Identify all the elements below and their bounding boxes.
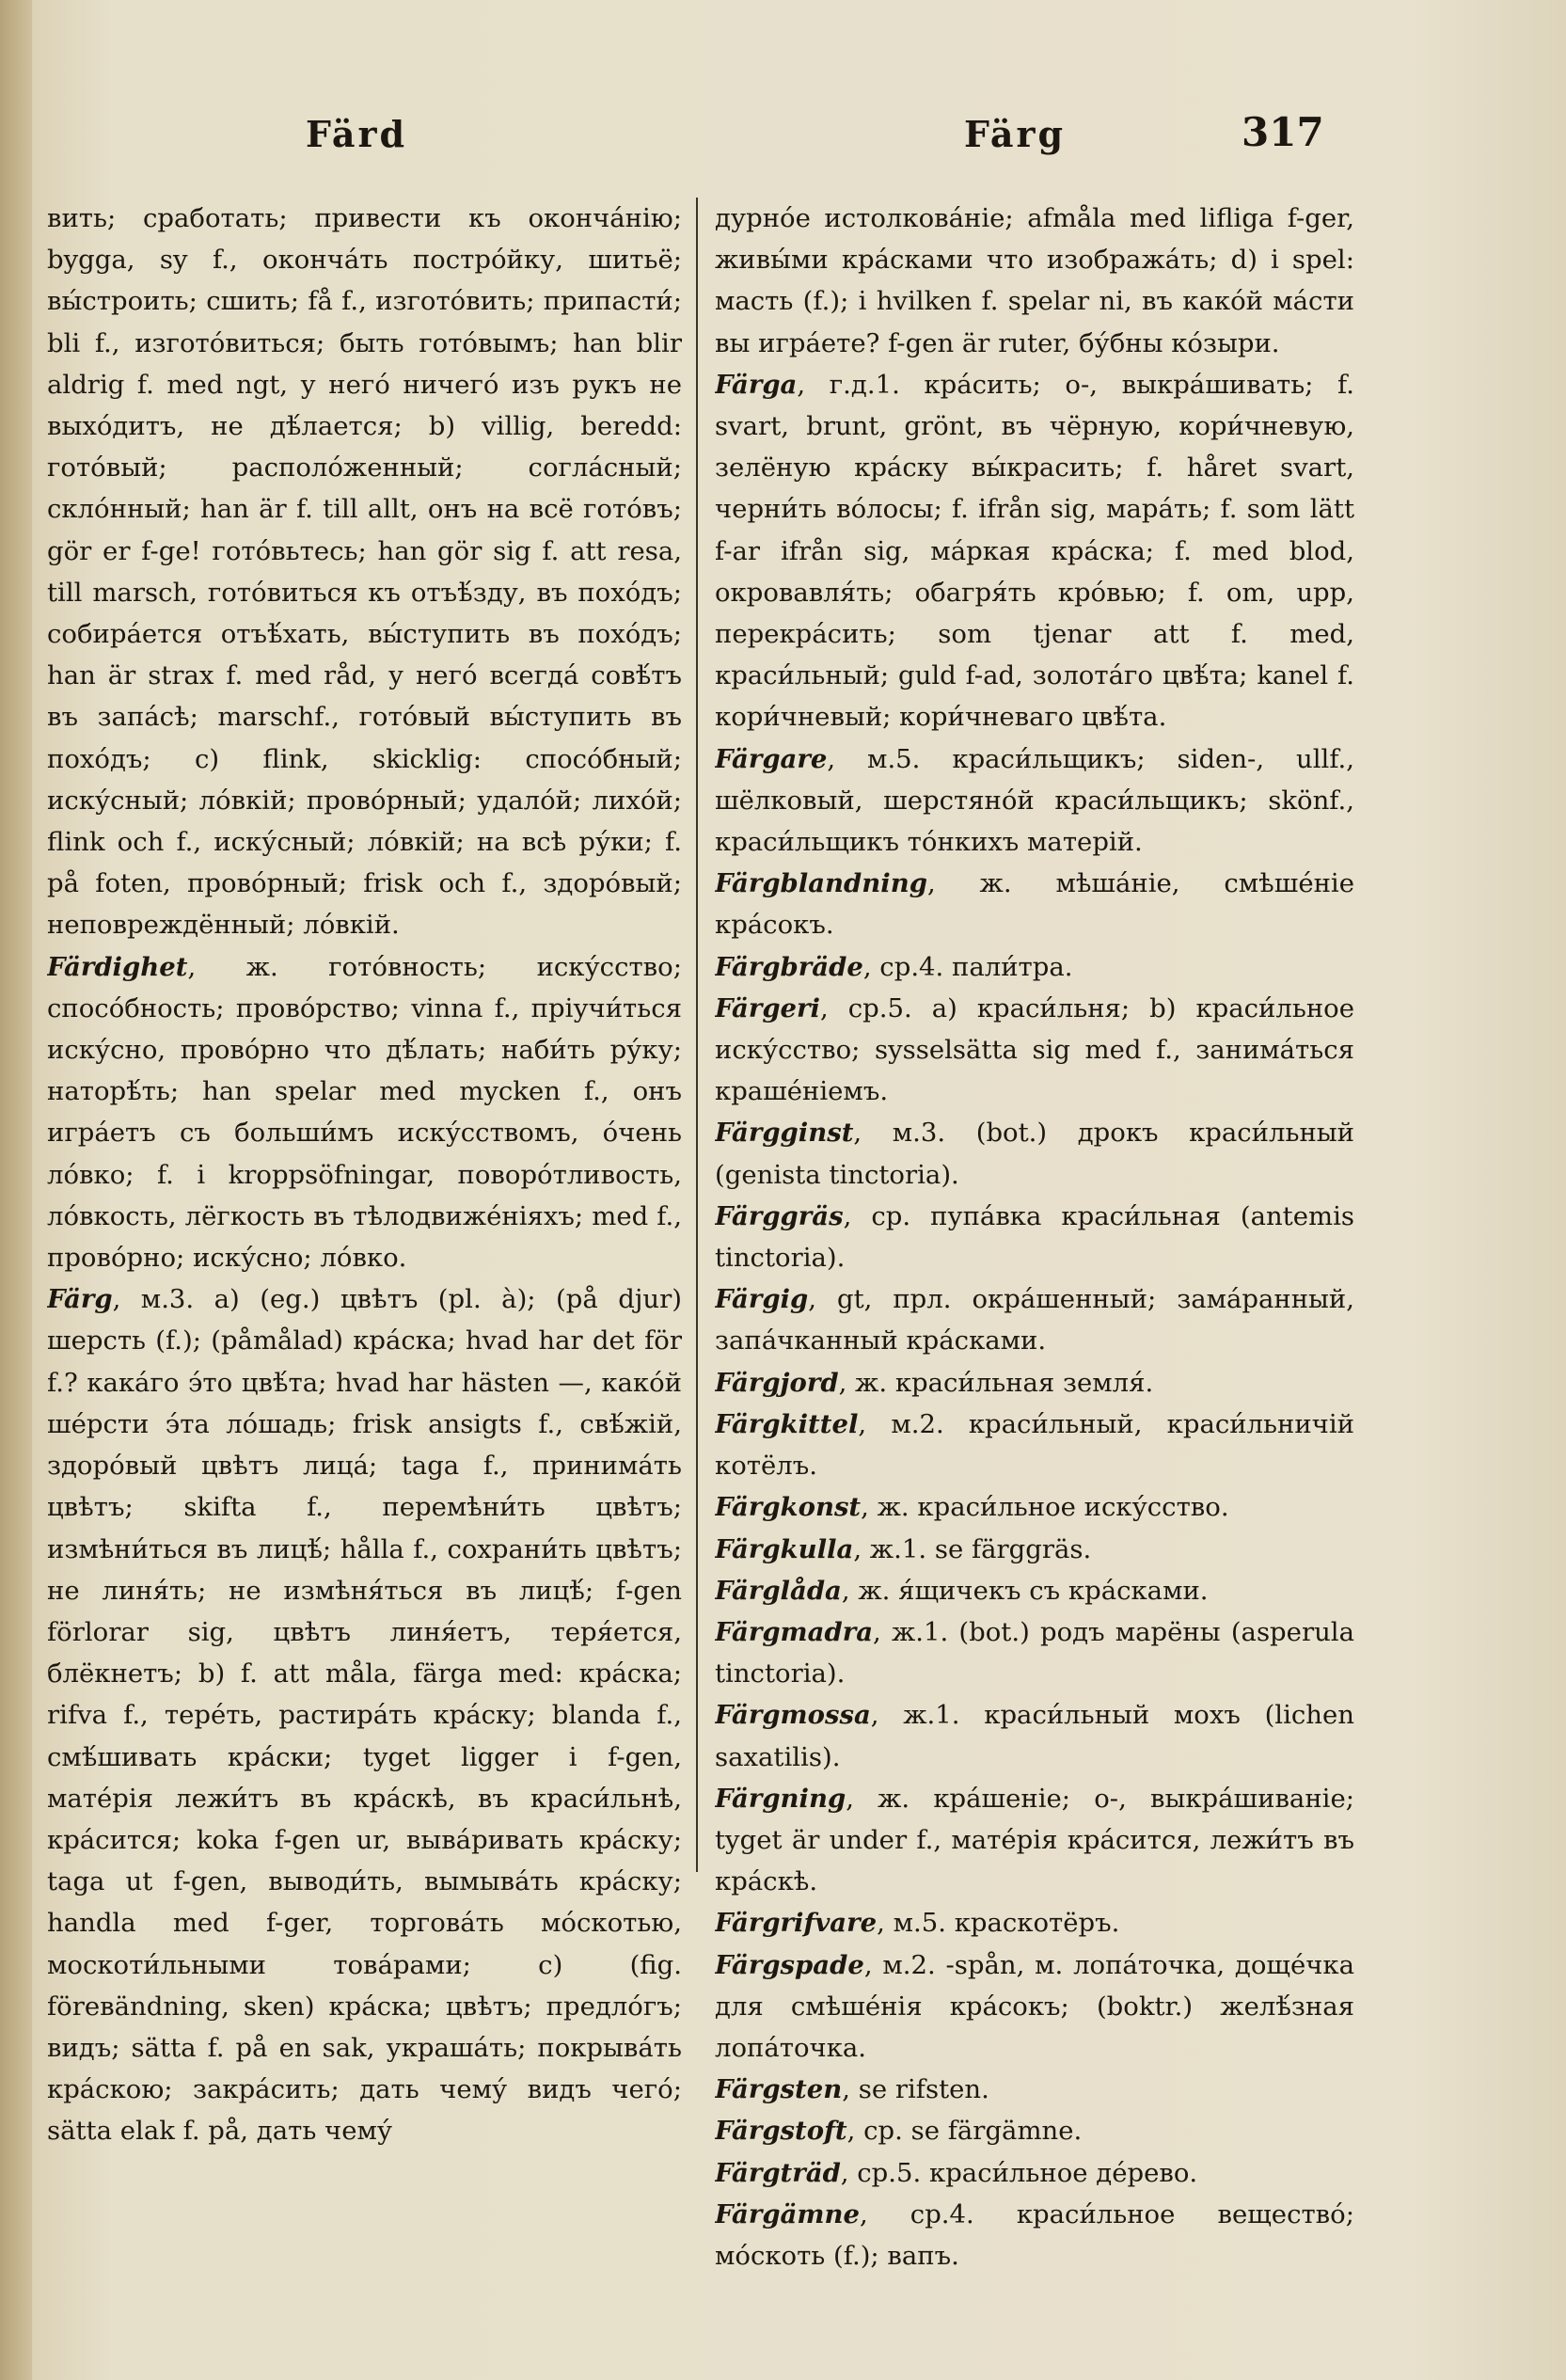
entry-fargstoft <box>715 2110 1354 2151</box>
entry-text: , ср. пупа́вка краси́льная (antemis tinctoria). <box>715 1200 1354 1274</box>
entry-text: , м.5. краси́льщикъ; siden-, ullf., шёлковый, шерстяно́й краси́льщикъ; skönf., краси́льщикъ то́нкихъ матерій. <box>715 743 1354 858</box>
entry-text: , ср.5. a) краси́льня; b) краси́льное иску́сство; sysselsätta sig med f., занима́ться краше́ніемъ. <box>715 992 1354 1107</box>
entry-fargig <box>715 1278 1354 1361</box>
entry-fardighet <box>47 946 682 1279</box>
entry-fargginst <box>715 1112 1354 1195</box>
entry-text: , ж. кра́шеніе; о-, выкра́шиваніе; tyget är under f., мате́рія кра́сится, лежи́тъ въ кра́скѣ. <box>715 1783 1354 1897</box>
right-column <box>715 198 1354 2333</box>
entry-fargbrade <box>715 946 1354 988</box>
entry-text: , gt, прл. окра́шенный; зама́ранный, запа́чканный кра́сками. <box>715 1284 1354 1357</box>
entry-fargning <box>715 1778 1354 1903</box>
entry-farglada <box>715 1570 1354 1611</box>
entry-text: , ж. краси́льное иску́сство. <box>861 1492 1229 1523</box>
entry-headword: Färgig <box>715 1284 809 1315</box>
entry-text: , ср.4. пали́тра. <box>862 951 1073 982</box>
entry-headword: Färgämne <box>715 2198 860 2229</box>
entry-text: , ср. se färgämne. <box>846 2116 1083 2147</box>
entry-continuation <box>715 198 1354 364</box>
entry-text: , г.д.1. кра́сить; о-, выкра́шивать; f. svart, brunt, grönt, въ чёрную, кори́чневую, зелёную кра́ску вы́красить; f. håret svart, черни́ть во́лосы; f. ifrån sig, мара́ть; f. som lätt f-ar ifrån sig, ма́ркая кра́ска; f. med blod, окровавля́ть; обагря́ть кро́вью; f. om, upp, перекра́сить; som tjenar att f. med, краси́льный; guld f-ad, золота́го цвѣ́та; kanel f. кори́чневый; кори́чневаго цвѣ́та. <box>715 369 1354 733</box>
page-number: 317 <box>1242 109 1324 155</box>
entry-fargjord <box>715 1362 1354 1404</box>
entry-farga <box>715 364 1354 738</box>
left-column <box>47 198 682 2333</box>
entry-headword: Färgeri <box>715 992 820 1023</box>
entry-fargkulla <box>715 1529 1354 1570</box>
entry-text: , se rifsten. <box>842 2074 989 2105</box>
entry-text: , м.5. краскотёръ. <box>877 1908 1120 1939</box>
page-header <box>0 109 1566 169</box>
entry-farg <box>47 1278 682 2151</box>
entry-fargtrad <box>715 2152 1354 2194</box>
entry-headword: Färgmossa <box>715 1700 871 1731</box>
entry-text: вить; сработать; привести къ оконча́нію; bygga, sy f., оконча́ть постро́йку, шитьё; вы́строить; сшить; få f., изгото́вить; припасти́; bli f., изгото́виться; быть гото́вымъ; han blir aldrig f. med ngt, у него́ ничего́ изъ рукъ не выхо́дитъ, не дѣ́лается; b) villig, beredd: гото́вый; располо́женный; согла́сный; скло́нный; han är f. till allt, онъ на всё гото́въ; gör er f-ge! гото́вьтесь; han gör sig f. att resa, till marsch, гото́виться къ отъѣ́зду, въ похо́дъ; собира́ется отъѣ́хать, вы́ступить въ похо́дъ; han är strax f. med råd, у него́ всегда́ совѣ́тъ въ запа́сѣ; marschf., гото́вый вы́ступить въ похо́дъ; c) flink, skicklig: спосо́бный; иску́сный; ло́вкій; прово́рный; удало́й; лихо́й; flink och f., иску́сный; ло́вкій; на всѣ ру́ки; f. på foten, прово́рный; frisk och f., здоро́вый; неповреждённый; ло́вкій. <box>47 203 682 941</box>
entry-headword: Färgkittel <box>715 1408 859 1439</box>
entry-fargare <box>715 738 1354 864</box>
entry-fargsten <box>715 2069 1354 2110</box>
entry-headword: Färgare <box>715 743 828 774</box>
entry-fargrifvare <box>715 1902 1354 1944</box>
entry-fargblandning <box>715 863 1354 945</box>
entry-headword: Färgkonst <box>715 1492 862 1523</box>
entry-continuation <box>47 198 682 946</box>
column-divider <box>696 198 698 1872</box>
entry-headword: Färgmadra <box>715 1616 874 1647</box>
entry-fargspade <box>715 1944 1354 2070</box>
entry-headword: Färgning <box>715 1783 846 1814</box>
entry-text: , м.3. a) (eg.) цвѣтъ (pl. à); (på djur) шерсть (f.); (påmålad) кра́ска; hvad har det för f.? кака́го э́то цвѣ́та; hvad har hästen —, како́й ше́рсти э́та ло́шадь; frisk ansigts f., свѣ́жій, здоро́вый цвѣтъ лица́; taga f., принима́ть цвѣтъ; skifta f., перемѣни́ть цвѣтъ; измѣни́ться въ лицѣ́; hålla f., сохрани́ть цвѣтъ; не линя́ть; не измѣня́ться въ лицѣ́; f-gen förlorar sig, цвѣтъ линя́етъ, теря́ется, блёкнетъ; b) f. att måla, färga med: кра́ска; rifva f., тере́ть, растира́ть кра́ску; blanda f., смѣ́шивать кра́ски; tyget ligger i f-gen, мате́рія лежи́тъ въ кра́скѣ, въ краси́льнѣ, кра́сится; koka f-gen ur, выва́ривать кра́ску; taga ut f-gen, выводи́ть, вымыва́ть кра́ску; handla med f-ger, торгова́ть мо́скотью, москоти́льными това́рами; c) (fig. föreвändning, sken) кра́ска; цвѣтъ; предло́гъ; видъ; sätta f. på en sak, украша́ть; покрыва́ть кра́скою; закра́сить; дать чему́ видъ чего́; sätta elak f. på, дать чему́ <box>47 1284 682 2147</box>
entry-headword: Färgsten <box>715 2074 843 2105</box>
entry-text: дурно́е истолкова́ніе; afmåla med lifliga f-ger, живы́ми кра́сками что изобража́ть; d) i spel: масть (f.); i hvilken f. spelar ni, въ како́й ма́сти вы игра́ете? f-gen är ruter, бу́бны ко́зыри. <box>715 203 1354 358</box>
entry-text: , ср.5. краси́льное де́рево. <box>840 2157 1198 2188</box>
entry-headword: Färglåda <box>715 1575 842 1606</box>
entry-text: , ж. я́щичекъ съ кра́сками. <box>841 1575 1209 1606</box>
entry-headword: Färgkulla <box>715 1533 854 1564</box>
entry-text: , ж.1. краси́льный мохъ (lichen saxatilis). <box>715 1700 1354 1772</box>
entry-fargkonst <box>715 1486 1354 1528</box>
entry-headword: Färgstoft <box>715 2116 847 2147</box>
entry-headword: Färdighet <box>47 951 188 982</box>
header-right-guide-word: Färg <box>964 113 1067 155</box>
entry-text: , ж. мѣша́ніе, смѣше́ніе кра́сокъ. <box>715 868 1354 941</box>
entry-text: , ж.1. (bot.) родъ марёны (asperula tinctoria). <box>715 1616 1354 1690</box>
entry-headword: Färgjord <box>715 1367 839 1398</box>
header-left-guide-word: Färd <box>306 113 408 155</box>
entry-fargmossa <box>715 1694 1354 1777</box>
entry-headword: Färggräs <box>715 1200 844 1231</box>
entry-headword: Färgblandning <box>715 868 927 899</box>
entry-headword: Färg <box>47 1284 113 1315</box>
entry-text: , м.2. -spån, м. лопа́точка, доще́чка для смѣше́нія кра́сокъ; (boktr.) желѣ́зная лопа́точка. <box>715 1949 1354 2063</box>
entry-headword: Färgspade <box>715 1949 864 1980</box>
entry-headword: Färgginst <box>715 1118 854 1149</box>
page-binding-edge <box>0 0 32 2380</box>
entry-headword: Färgrifvare <box>715 1908 878 1939</box>
entry-text: , ср.4. краси́льное вещество́; мо́скоть (f.); вапъ. <box>715 2198 1354 2271</box>
entry-fargeri <box>715 988 1354 1113</box>
entry-fargmadra <box>715 1611 1354 1694</box>
entry-headword: Färgträd <box>715 2157 841 2188</box>
entry-headword: Färgbräde <box>715 951 863 982</box>
entry-headword: Färga <box>715 369 798 400</box>
entry-fargamne <box>715 2194 1354 2277</box>
entry-text: , м.2. краси́льный, краси́льничій котёлъ. <box>715 1408 1354 1482</box>
entry-farggras <box>715 1196 1354 1278</box>
entry-text: , ж. краси́льная земля́. <box>838 1367 1154 1398</box>
entry-text: , ж.1. se färggräs. <box>853 1533 1092 1564</box>
entry-text: , ж. гото́вность; иску́сство; спосо́бность; прово́рство; vinna f., пріучи́ться иску́сно, прово́рно что дѣ́лать; наби́ть ру́ку; натоpѣ́ть; han spelar med mycken f., онъ игра́етъ съ больши́мъ иску́сствомъ, о́чень ло́вко; f. i kroppsöfningar, поворо́тливость, ло́вкость, лёгкость въ тѣлодвиже́ніяхъ; med f., прово́рно; иску́сно; ло́вко. <box>47 951 682 1274</box>
entry-text: , м.3. (bot.) дрокъ краси́льный (genista tinctoria). <box>715 1118 1354 1190</box>
entry-fargkittel <box>715 1404 1354 1486</box>
